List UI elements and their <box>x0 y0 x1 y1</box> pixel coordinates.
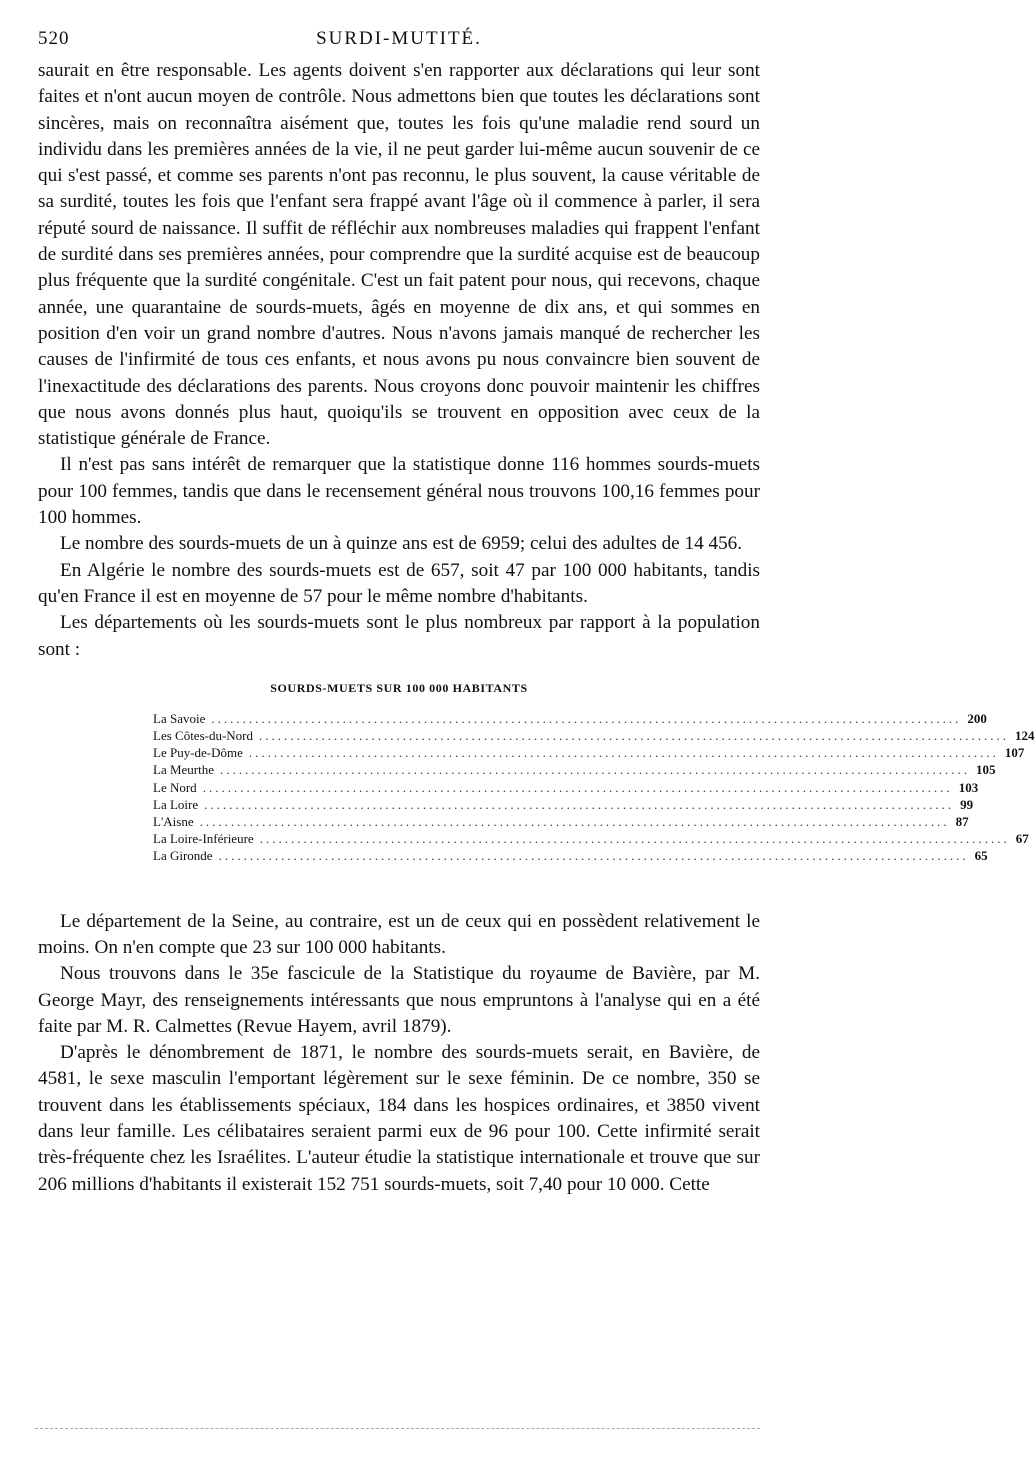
table-row: La Loire-Inférieure ........................................................................................................................ 67 <box>153 831 1029 847</box>
table-row: Le Puy-de-Dôme ........................................................................................................................ 107 <box>153 745 1025 761</box>
paragraph: En Algérie le nombre des sourds-muets est de 657, soit 47 par 100 000 habitants, tandis qu'en France il est en moyenne de 57 pour le même nombre d'habitants. <box>38 559 760 607</box>
page <box>38 28 1035 1198</box>
running-title: SURDI-MUTITÉ. <box>316 28 482 49</box>
department-name: L'Aisne <box>153 814 194 830</box>
footer-divider <box>35 1428 760 1429</box>
paragraph: Les départements où les sourds-muets sont le plus nombreux par rapport à la population sont : <box>38 612 760 660</box>
table-row: Le Nord ........................................................................................................................ 103 <box>153 779 979 795</box>
table-title: SOURDS-MUETS SUR 100 000 HABITANTS <box>270 680 528 695</box>
department-name: La Gironde <box>153 848 213 864</box>
department-value: 107 <box>1004 745 1025 761</box>
department-name: Le Nord <box>153 779 197 795</box>
department-name: La Loire <box>153 796 199 812</box>
department-value: 65 <box>974 848 988 864</box>
table-row: L'Aisne ........................................................................................................................ 87 <box>153 814 969 830</box>
running-header <box>38 28 760 58</box>
table-row: La Savoie ........................................................................................................................ 200 <box>153 710 987 726</box>
paragraph: D'après le dénombrement de 1871, le nombre des sourds-muets serait, en Bavière, de 4581, le sexe masculin l'emportant légèrement sur le sexe féminin. De ce nombre, 350 se trouvent dans les établissements spéciaux, 184 dans les hospices ordinaires, et 3850 vivent dans leur famille. Les célibataires seraient parmi eux de 96 pour 100. Cette infirmité serait très-fréquente chez les Israélites. L'auteur étudie la statistique internationale et trouve que sur 206 millions d'habitants il existerait 152 751 sourds-muets, soit 7,40 pour 10 000. Cette <box>38 1042 760 1195</box>
department-name: Les Côtes-du-Nord <box>153 728 254 744</box>
department-name: La Meurthe <box>153 762 215 778</box>
paragraph: saurait en être responsable. Les agents doivent s'en rapporter aux déclarations qui leur sont faites et n'ont aucun moyen de contrôle. Nous admettons bien que toutes les déclarations sont sincères, mais on reconnaîtra aisément que, toutes les fois qu'une maladie rend sourd un individu dans les premières années de la vie, il ne peut garder lui-même aucun souvenir de ce qui s'est passé, et comme ses parents n'ont pas reconnu, le plus souvent, la cause véritable de sa surdité, toutes les fois que l'enfant sera frappé avant l'âge où il commence à parler, il sera réputé sourd de naissance. Il suffit de réfléchir aux nombreuses maladies qui frappent l'enfant de surdité dans ses premières années, pour comprendre que la surdité acquise est de beaucoup plus fréquente que la surdité congénitale. C'est un fait patent pour nous, qui recevons, chaque année, une quarantaine de sourds-muets, âgés en moyenne de dix ans, et qui sommes en position d'en voir un grand nombre d'autres. Nous n'avons jamais manqué de rechercher les causes de l'infirmité de tous ces enfants, et nous avons pu nous convaincre bien souvent de l'inexactitude des déclarations des parents. Nous croyons donc pouvoir maintenir les chiffres que nous avons donnés plus haut, quoiqu'ils se trouvent en opposition avec ceux de la statistique générale de France. <box>38 60 760 450</box>
department-name: Le Puy-de-Dôme <box>153 745 243 761</box>
department-value: 105 <box>976 762 996 778</box>
department-value: 67 <box>1015 831 1029 847</box>
body-before-table <box>38 58 760 663</box>
department-value: 124 <box>1015 728 1035 744</box>
table-row: La Gironde ........................................................................................................................ 65 <box>153 848 988 864</box>
department-value: 103 <box>958 779 979 795</box>
table-row: La Loire ........................................................................................................................ 99 <box>153 796 974 812</box>
page-number: 520 <box>38 28 70 49</box>
department-name: La Savoie <box>153 710 206 726</box>
statistics-table <box>153 710 1035 865</box>
body-after-table <box>38 909 760 1198</box>
department-name: La Loire-Inférieure <box>153 831 254 847</box>
paragraph: Il n'est pas sans intérêt de remarquer que la statistique donne 116 hommes sourds-muets pour 100 femmes, tandis que dans le recensement général nous trouvons 100,16 femmes pour 100 hommes. <box>38 454 760 529</box>
department-value: 99 <box>960 796 974 812</box>
paragraph: Le département de la Seine, au contraire, est un de ceux qui en possèdent relativement le moins. On n'en compte que 23 sur 100 000 habitants. <box>38 910 760 958</box>
table-row: Les Côtes-du-Nord ........................................................................................................................ 124 <box>153 728 1035 744</box>
paragraph: Nous trouvons dans le 35e fascicule de la Statistique du royaume de Bavière, par M. George Mayr, des renseignements intéressants que nous empruntons à l'analyse qui en a été faite par M. R. Calmettes (Revue Hayem, avril 1879). <box>38 963 760 1037</box>
table-row: La Meurthe ........................................................................................................................ 105 <box>153 762 996 778</box>
department-value: 200 <box>967 710 987 726</box>
paragraph: Le nombre des sourds-muets de un à quinze ans est de 6959; celui des adultes de 14 456. <box>60 533 743 555</box>
department-value: 87 <box>955 814 969 830</box>
